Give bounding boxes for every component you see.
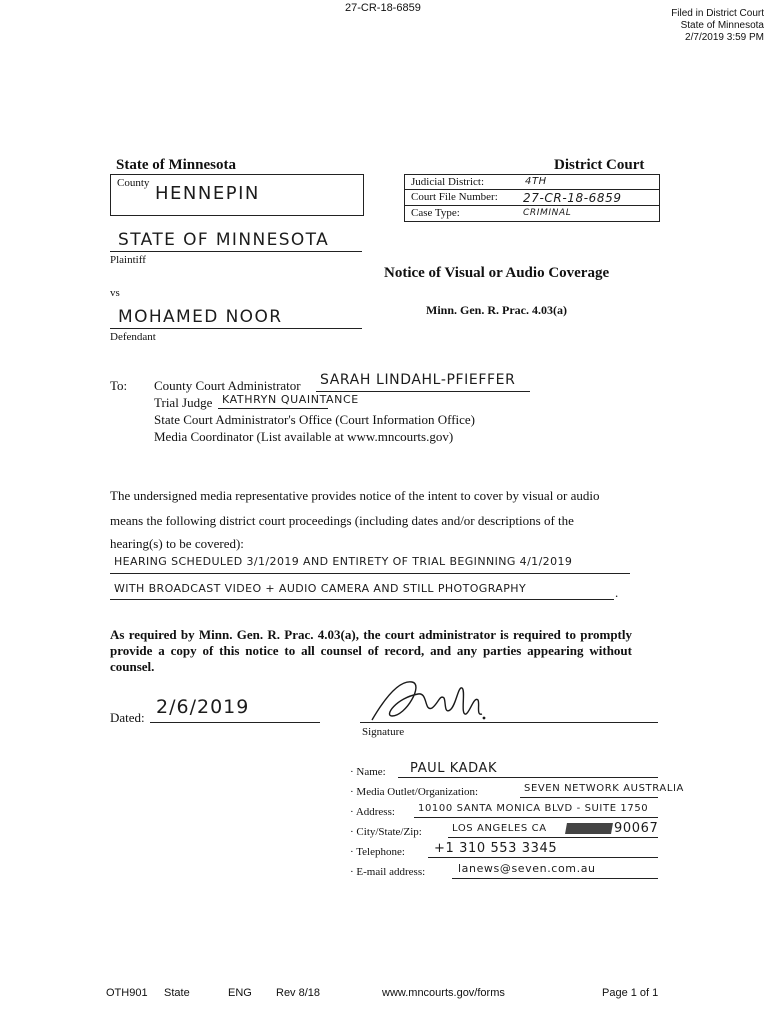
case-info-box (404, 174, 660, 222)
administrator-label: County Court Administrator (154, 378, 301, 393)
court-heading: District Court (554, 157, 645, 173)
to-label: To: (110, 378, 128, 393)
phone-label: · Telephone: (350, 846, 405, 858)
outlet-label-text: Media Outlet/Organization: (356, 786, 479, 798)
redaction-mark (565, 823, 613, 834)
address-value: 10100 SANTA MONICA BLVD - SUITE 1750 (418, 803, 649, 814)
state-office-text: State Court Administrator's Office (Court Information Office) (154, 412, 476, 427)
media-coordinator-text: Media Coordinator (List available at www.mncourts.gov) (154, 429, 454, 444)
name-value: PAUL KADAK (410, 761, 498, 776)
footer-language: ENG (228, 987, 252, 999)
address-label: · Address: (350, 806, 395, 818)
judge-value: KATHRYN QUAINTANCE (222, 393, 359, 406)
versus-text: vs (110, 287, 120, 299)
county-box (110, 174, 364, 216)
email-label: · E-mail address: (350, 866, 426, 878)
administrator-value: SARAH LINDAHL-PFIEFFER (320, 372, 516, 388)
city-label-text: City/State/Zip: (356, 826, 422, 838)
required-paragraph: As required by Minn. Gen. R. Prac. 4.03(a), the court administrator is required to promptly provide a copy of this notice to all counsel of record, and any parties appearing without counsel. (110, 627, 632, 674)
handwritten-signature (366, 676, 496, 726)
email-label-text: E-mail address: (356, 866, 426, 878)
county-value: HENNEPIN (155, 183, 260, 204)
file-number-value: 27-CR-18-6859 (523, 191, 622, 205)
zip-value: 90067 (614, 821, 659, 836)
defendant-value: MOHAMED NOOR (118, 307, 283, 327)
coverage-description-line1: HEARING SCHEDULED 3/1/2019 AND ENTIRETY OF TRIAL BEGINNING 4/1/2019 (114, 555, 573, 568)
defendant-label: Defendant (110, 331, 156, 343)
footer-page-number: Page 1 of 1 (602, 987, 659, 999)
judicial-district-value: 4TH (525, 176, 547, 187)
notice-rule: Minn. Gen. R. Prac. 4.03(a) (426, 303, 567, 317)
intent-line2: means the following district court proceedings (including dates and/or descriptions of the (110, 513, 574, 528)
filing-stamp (671, 8, 764, 44)
case-type-label: Case Type: (411, 207, 460, 219)
footer-state: State (164, 987, 190, 999)
city-value: LOS ANGELES CA (452, 823, 547, 834)
phone-label-text: Telephone: (356, 846, 405, 858)
name-label-text: Name: (356, 766, 386, 778)
email-value: lanews@seven.com.au (458, 862, 596, 875)
outlet-value: SEVEN NETWORK AUSTRALIA (524, 783, 684, 794)
file-number-label: Court File Number: (411, 191, 498, 203)
plaintiff-label: Plaintiff (110, 254, 146, 266)
judicial-district-label: Judicial District: (411, 176, 485, 188)
footer-url: www.mncourts.gov/forms (382, 987, 505, 999)
notice-title: Notice of Visual or Audio Coverage (384, 265, 610, 281)
filing-stamp-line3: 2/7/2019 3:59 PM (685, 32, 764, 43)
footer-revision: Rev 8/18 (276, 987, 321, 999)
signature-label: Signature (362, 726, 405, 738)
footer-form-code: OTH901 (106, 987, 148, 999)
name-label: · Name: (350, 766, 386, 778)
filing-stamp-line2: State of Minnesota (680, 20, 764, 31)
plaintiff-value: STATE OF MINNESOTA (118, 230, 330, 250)
case-type-value: CRIMINAL (523, 208, 572, 218)
intent-line1: The undersigned media representative provides notice of the intent to cover by visual or audio (110, 488, 600, 503)
dated-value: 2/6/2019 (156, 696, 250, 718)
phone-value: +1 310 553 3345 (434, 841, 558, 856)
case-number-header: 27-CR-18-6859 (345, 2, 421, 14)
address-label-text: Address: (355, 806, 395, 818)
outlet-label: · Media Outlet/Organization: (350, 786, 479, 798)
judge-label: Trial Judge (154, 395, 213, 410)
coverage-description-line2: WITH BROADCAST VIDEO + AUDIO CAMERA AND STILL PHOTOGRAPHY (114, 582, 527, 595)
filing-stamp-line1: Filed in District Court (671, 8, 764, 19)
intent-line3: hearing(s) to be covered): (110, 536, 244, 551)
coverage-period: . (615, 585, 619, 600)
dated-label: Dated: (110, 710, 145, 725)
state-heading: State of Minnesota (116, 157, 236, 173)
city-label: · City/State/Zip: (350, 826, 422, 838)
county-label: County (117, 177, 150, 189)
